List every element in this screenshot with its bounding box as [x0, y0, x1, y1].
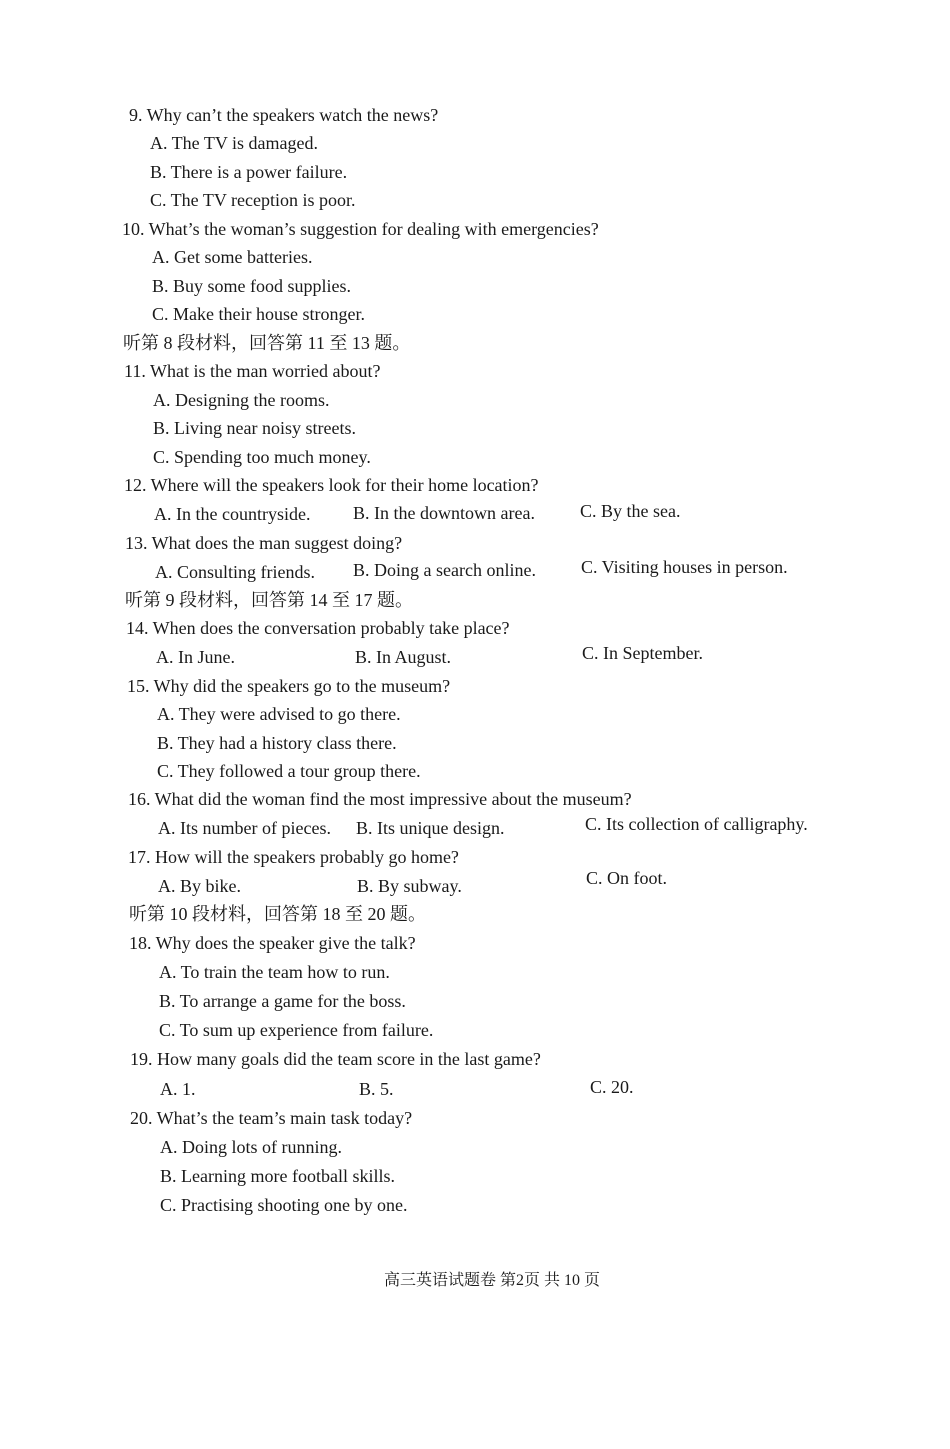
question-14: 14. When does the conversation probably take place? [126, 618, 510, 638]
question-16: 16. What did the woman find the most impressive about the museum? [128, 789, 632, 809]
question-10-option-b: B. Buy some food supplies. [152, 276, 352, 296]
section-heading-9: 听第 9 段材料，回答第 14 至 17 题。 [125, 590, 413, 610]
question-18-option-a: A. To train the team how to run. [159, 962, 390, 982]
question-10-option-c: C. Make their house stronger. [152, 304, 365, 324]
question-13-option-c: C. Visiting houses in person. [581, 557, 788, 577]
question-20-option-a: A. Doing lots of running. [160, 1137, 342, 1157]
question-15-option-a: A. They were advised to go there. [157, 704, 401, 724]
question-20-option-b: B. Learning more football skills. [160, 1166, 395, 1186]
question-10-option-a: A. Get some batteries. [152, 247, 313, 267]
question-12-option-b: B. In the downtown area. [353, 503, 535, 523]
question-11: 11. What is the man worried about? [124, 361, 381, 381]
question-17-option-a: A. By bike. [158, 876, 241, 896]
question-13: 13. What does the man suggest doing? [125, 533, 403, 553]
question-10: 10. What’s the woman’s suggestion for dealing with emergencies? [122, 219, 599, 239]
question-19: 19. How many goals did the team score in the last game? [130, 1049, 541, 1069]
question-19-option-b: B. 5. [359, 1079, 394, 1099]
question-12: 12. Where will the speakers look for their home location? [124, 475, 539, 495]
question-9-option-a: A. The TV is damaged. [150, 133, 318, 153]
question-9-option-b: B. There is a power failure. [150, 162, 348, 182]
question-15: 15. Why did the speakers go to the museum? [127, 676, 451, 696]
question-11-option-c: C. Spending too much money. [153, 447, 371, 467]
question-15-option-c: C. They followed a tour group there. [157, 761, 421, 781]
question-14-option-c: C. In September. [582, 643, 703, 663]
question-19-option-c: C. 20. [590, 1077, 634, 1097]
question-9-option-c: C. The TV reception is poor. [150, 190, 356, 210]
page-footer: 高三英语试题卷 第2页 共 10 页 [384, 1272, 601, 1289]
question-13-option-a: A. Consulting friends. [155, 562, 315, 582]
question-16-option-b: B. Its unique design. [356, 818, 505, 838]
question-11-option-b: B. Living near noisy streets. [153, 418, 356, 438]
section-heading-10: 听第 10 段材料，回答第 18 至 20 题。 [129, 904, 426, 924]
question-18-option-c: C. To sum up experience from failure. [159, 1020, 434, 1040]
question-18-option-b: B. To arrange a game for the boss. [159, 991, 406, 1011]
question-20-option-c: C. Practising shooting one by one. [160, 1195, 408, 1215]
question-9: 9. Why can’t the speakers watch the news? [129, 105, 439, 125]
section-heading-8: 听第 8 段材料，回答第 11 至 13 题。 [123, 333, 411, 353]
question-20: 20. What’s the team’s main task today? [130, 1108, 413, 1128]
question-13-option-b: B. Doing a search online. [353, 560, 536, 580]
question-12-option-c: C. By the sea. [580, 501, 681, 521]
question-18: 18. Why does the speaker give the talk? [129, 933, 416, 953]
question-17-option-c: C. On foot. [586, 868, 667, 888]
question-19-option-a: A. 1. [160, 1079, 196, 1099]
question-16-option-a: A. Its number of pieces. [158, 818, 331, 838]
question-11-option-a: A. Designing the rooms. [153, 390, 330, 410]
question-17-option-b: B. By subway. [357, 876, 462, 896]
question-16-option-c: C. Its collection of calligraphy. [585, 814, 808, 834]
question-12-option-a: A. In the countryside. [154, 504, 311, 524]
question-17: 17. How will the speakers probably go home? [128, 847, 459, 867]
question-15-option-b: B. They had a history class there. [157, 733, 397, 753]
question-14-option-b: B. In August. [355, 647, 452, 667]
question-14-option-a: A. In June. [156, 647, 235, 667]
